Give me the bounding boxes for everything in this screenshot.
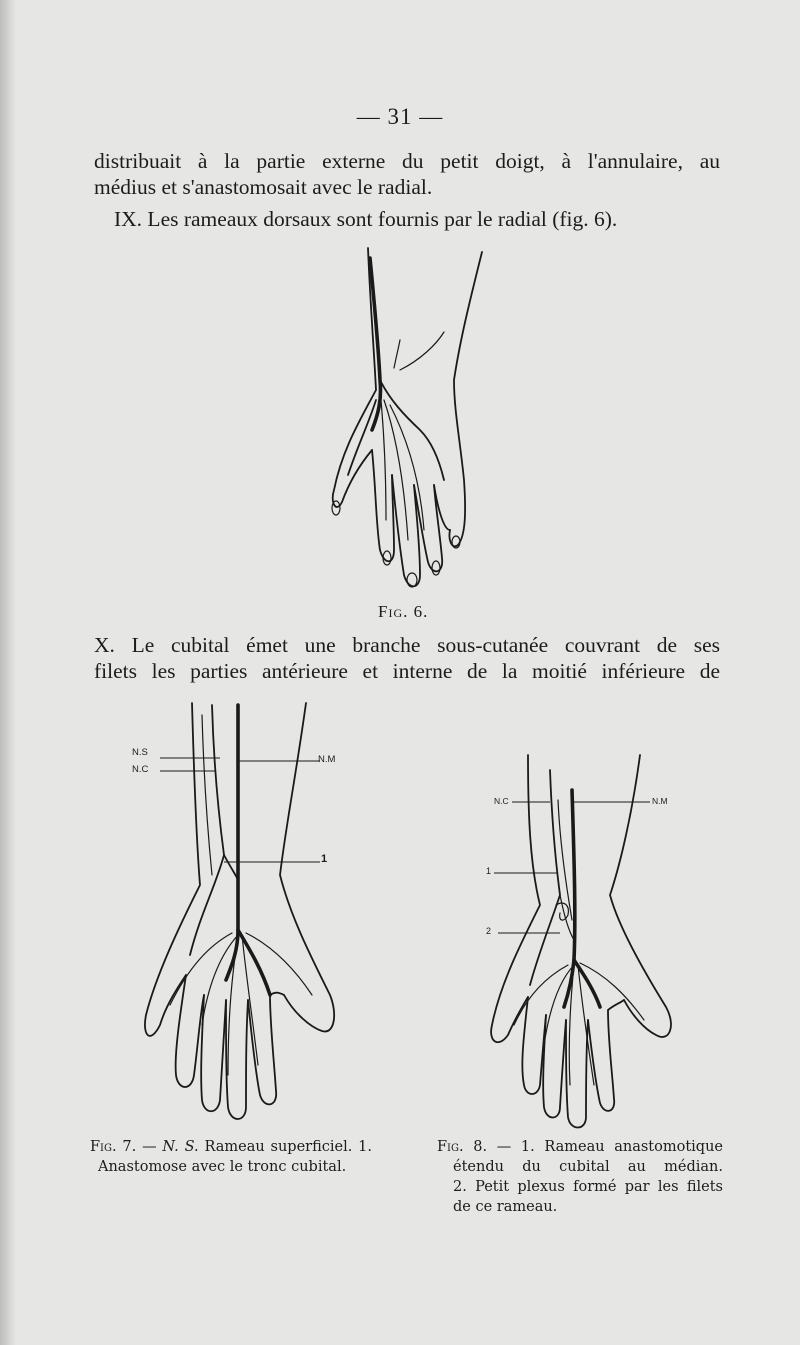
figure-8-caption-line-1-text: 1. Rameau anastomotique (520, 1139, 723, 1155)
figure-7-caption-line-1 (90, 1137, 372, 1157)
figure-8-caption-line-3: 2. Petit plexus formé par les filets (453, 1179, 723, 1195)
figure-6-caption: Fig. 6. (378, 602, 429, 621)
figure-7-label-ns: N.S (132, 747, 148, 758)
paragraph-1-line-1: distribuait à la partie externe du petit doigt, à l'annulaire, au (94, 149, 720, 173)
figure-8-label-1: 1 (486, 866, 492, 876)
figure-7-caption-line-1-text: Rameau superficiel. 1. (204, 1139, 372, 1155)
figure-8-label-2: 2 (486, 926, 492, 936)
figure-8-label-nc: N.C (494, 796, 509, 806)
paragraph-2-line-1: IX. Les rameaux dorsaux sont fournis par le radial (fig. 6). (114, 207, 618, 231)
figure-7-hand-palmar (120, 695, 350, 1130)
figure-7-label-nc: N.C (132, 764, 149, 775)
figure-8-caption-line-1 (437, 1137, 723, 1157)
figure-7-caption-fig: Fig. 7. — (90, 1139, 157, 1155)
figure-8-label-nm: N.M (652, 796, 668, 806)
figure-8-caption-fig: Fig. 8. — (437, 1139, 512, 1155)
figure-8-caption-line-4: de ce rameau. (453, 1199, 558, 1215)
figure-7-caption (90, 1137, 372, 1177)
page-edge-shadow (0, 0, 16, 1345)
figure-8-caption-line-2: étendu du cubital au médian. (453, 1159, 723, 1175)
figure-7-caption-line-2: Anastomose avec le tronc cubital. (98, 1159, 347, 1175)
paragraph-3 (94, 632, 720, 684)
figure-7-label-nm: N.M (318, 754, 336, 765)
page-number: — 31 — (356, 104, 444, 129)
figure-8-caption (437, 1137, 723, 1217)
figure-7-label-1: 1 (321, 853, 328, 865)
paragraph-1 (94, 148, 720, 200)
paragraph-1-line-2: médius et s'anastomosait avec le radial. (94, 175, 433, 199)
figure-6-hand-dorsal (320, 240, 490, 595)
paragraph-3-line-1: X. Le cubital émet une branche sous-cutanée couvrant de ses (94, 633, 720, 657)
figure-7-caption-abbr: N. S. (162, 1139, 199, 1155)
paragraph-3-line-2: filets les parties antérieure et interne de la moitié inférieure de (94, 659, 720, 683)
paragraph-2 (94, 206, 720, 232)
